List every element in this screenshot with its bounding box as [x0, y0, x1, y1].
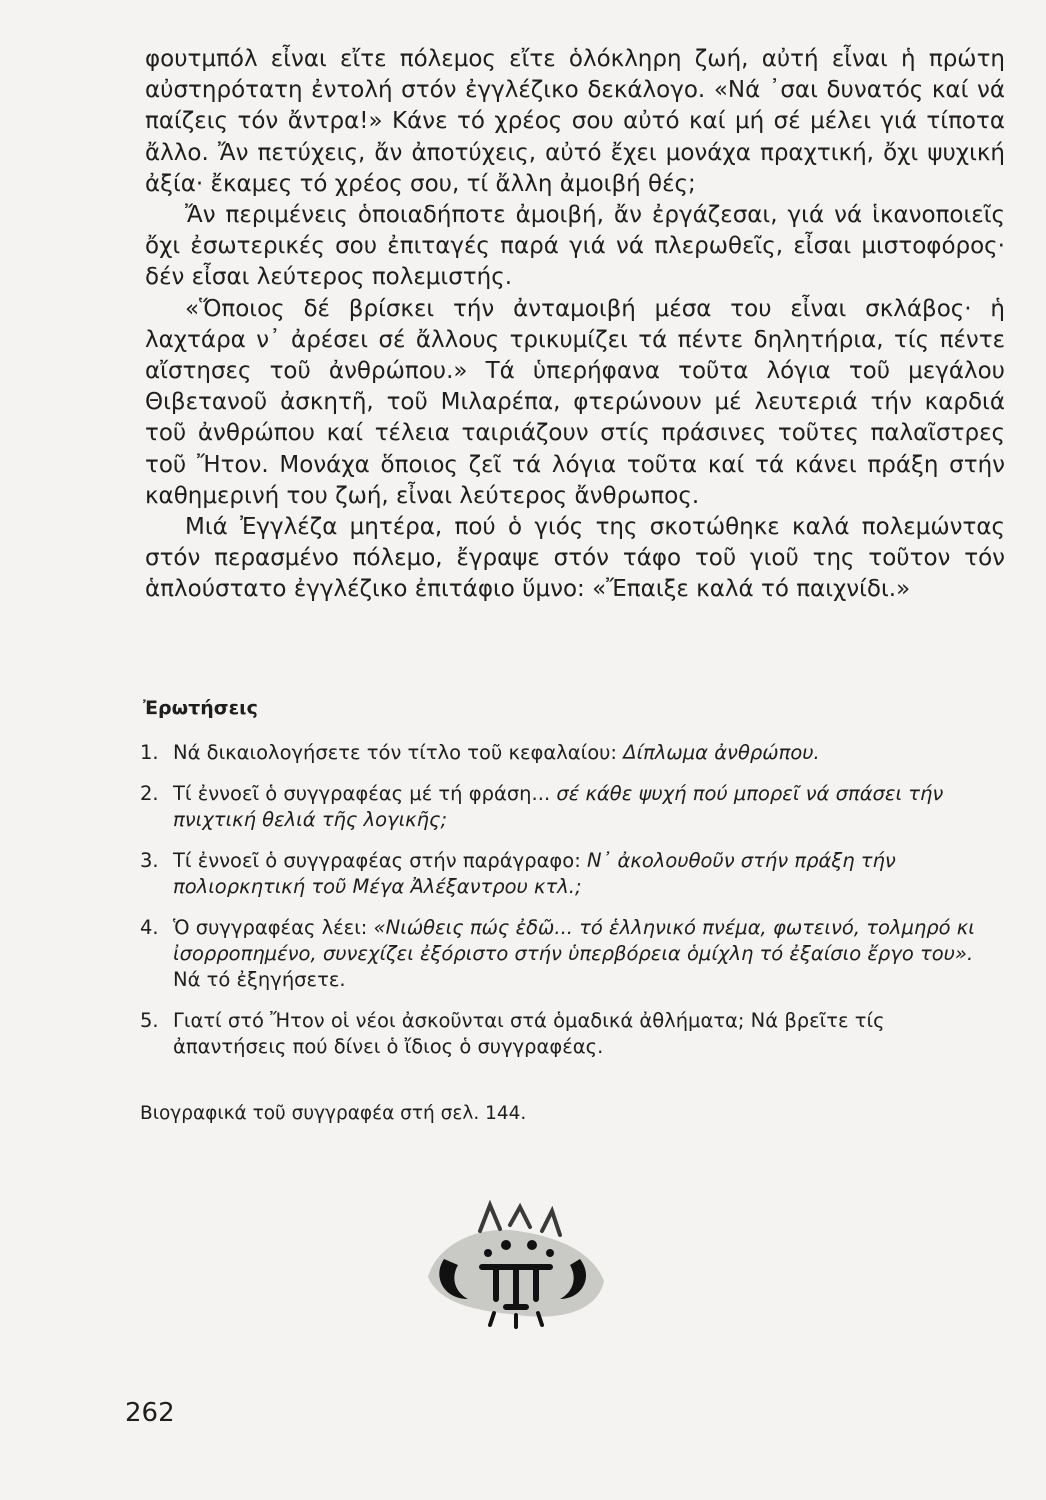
question-item	[140, 740, 975, 766]
question-text-italic: σέ κάθε ψυχή πού μπορεῖ νά σπάσει τήν πνιχτική θελιά τῆς λογικῆς;	[173, 782, 944, 831]
ornament-dot	[501, 1240, 511, 1250]
ornament-dot	[527, 1240, 537, 1250]
ornament-dot	[484, 1249, 492, 1257]
ornament-dot	[546, 1249, 554, 1257]
question-text: Τί ἐννοεῖ ὁ συγγραφέας στήν παράγραφο:	[173, 849, 587, 872]
question-item	[140, 781, 975, 833]
ornament-crest	[480, 1205, 560, 1235]
question-number: 1.	[140, 741, 159, 764]
question-text: Γιατί στό Ἤτον οἱ νέοι ἀσκοῦνται στά ὁμαδικά ἀθλήματα; Νά βρεῖτε τίς ἀπαντήσεις πού δίνει ὁ ἴδιος ὁ συγγραφέας.	[173, 1009, 885, 1058]
question-text: Τί ἐννοεῖ ὁ συγγραφέας μέ τή φράση...	[173, 782, 557, 805]
questions-list	[140, 740, 975, 1075]
biography-note: Βιογραφικά τοῦ συγγραφέα στή σελ. 144.	[140, 1103, 527, 1124]
question-text-tail: Νά τό ἐξηγήσετε.	[173, 968, 346, 991]
question-number: 4.	[140, 916, 159, 939]
question-item	[140, 1008, 975, 1060]
paragraph-3: «Ὅποιος δέ βρίσκει τήν ἀνταμοιβή μέσα του εἶναι σκλάβος· ἡ λαχτάρα ν᾽ ἀρέσει σέ ἄλλους τρικυμίζει τά πέντε δηλητήρια, τίς πέντε αἴστησες τοῦ ἀνθρώπου.» Τά ὑπερήφανα τοῦτα λόγια τοῦ μεγάλου Θιβετανοῦ ἀσκητῆ, τοῦ Μιλαρέπα, φτερώνουν μέ λευτεριά τήν καρδιά τοῦ ἀνθρώπου καί τέλεια ταιριάζουν στίς πράσινες τοῦτες παλαῖστρες τοῦ Ἤτον. Μονάχα ὅποιος ζεῖ τά λόγια τοῦτα καί τά κάνει πράξη στήν καθημερινή του ζωή, εἶναι λεύτερος ἄνθρωπος.	[145, 295, 1005, 509]
main-body-text	[145, 44, 1005, 606]
question-text: Ὁ συγγραφέας λέει:	[173, 916, 374, 939]
question-item	[140, 915, 975, 993]
question-text-italic: «Νιώθεις πώς ἐδῶ... τό ἑλληνικό πνέμα, φωτεινό, τολμηρό κι ἰσορροπημένο, συνεχίζει ἐξόριστο στήν ὑπερβόρεια ὁμίχλη τό ἐξαίσιο ἔργο του».	[173, 916, 975, 965]
questions-heading: Ἐρωτήσεις	[143, 697, 258, 719]
question-number: 2.	[140, 782, 159, 805]
question-number: 5.	[140, 1009, 159, 1032]
question-text: Νά δικαιολογήσετε τόν τίτλο τοῦ κεφαλαίου:	[173, 741, 624, 764]
paragraph-4: Μιά Ἐγγλέζα μητέρα, πού ὁ γιός της σκοτώθηκε καλά πολεμώντας στόν περασμένο πόλεμο, ἔγραψε στόν τάφο τοῦ γιοῦ της τοῦτον τόν ἁπλούστατο ἐγγλέζικο ἐπιτάφιο ὕμνο: «Ἔπαιξε καλά τό παιχνίδι.»	[145, 514, 1005, 603]
decorative-ornament-icon	[410, 1195, 620, 1335]
question-number: 3.	[140, 849, 159, 872]
page-number: 262	[125, 1398, 175, 1428]
question-text-italic: Ν᾽ ἀκολουθοῦν στήν πράξη τήν πολιορκητική τοῦ Μέγα Ἀλέξαντρου κτλ.;	[173, 849, 896, 898]
question-item	[140, 848, 975, 900]
question-text-italic: Δίπλωμα ἀνθρώπου.	[623, 741, 820, 764]
paragraph-1: φουτμπόλ εἶναι εἴτε πόλεμος εἴτε ὁλόκληρη ζωή, αὐτή εἶναι ἡ πρώτη αὐστηρότατη ἐντολή στόν ἐγγλέζικο δεκάλογο. «Νά ᾽σαι δυνατός καί νά παίζεις τόν ἄντρα!» Κάνε τό χρέος σου αὐτό καί μή σέ μέλει γιά τίποτα ἄλλο. Ἄν πετύχεις, ἄν ἀποτύχεις, αὐτό ἔχει μονάχα πραχτική, ὄχι ψυχική ἀξία· ἔκαμες τό χρέος σου, τί ἄλλη ἀμοιβή θές;	[145, 46, 1005, 197]
paragraph-2: Ἄν περιμένεις ὁποιαδήποτε ἀμοιβή, ἄν ἐργάζεσαι, γιά νά ἱκανοποιεῖς ὄχι ἐσωτερικές σου ἐπιταγές παρά γιά νά πλερωθεῖς, εἶσαι μιστοφόρος· δέν εἶσαι λεύτερος πολεμιστής.	[145, 202, 1005, 291]
